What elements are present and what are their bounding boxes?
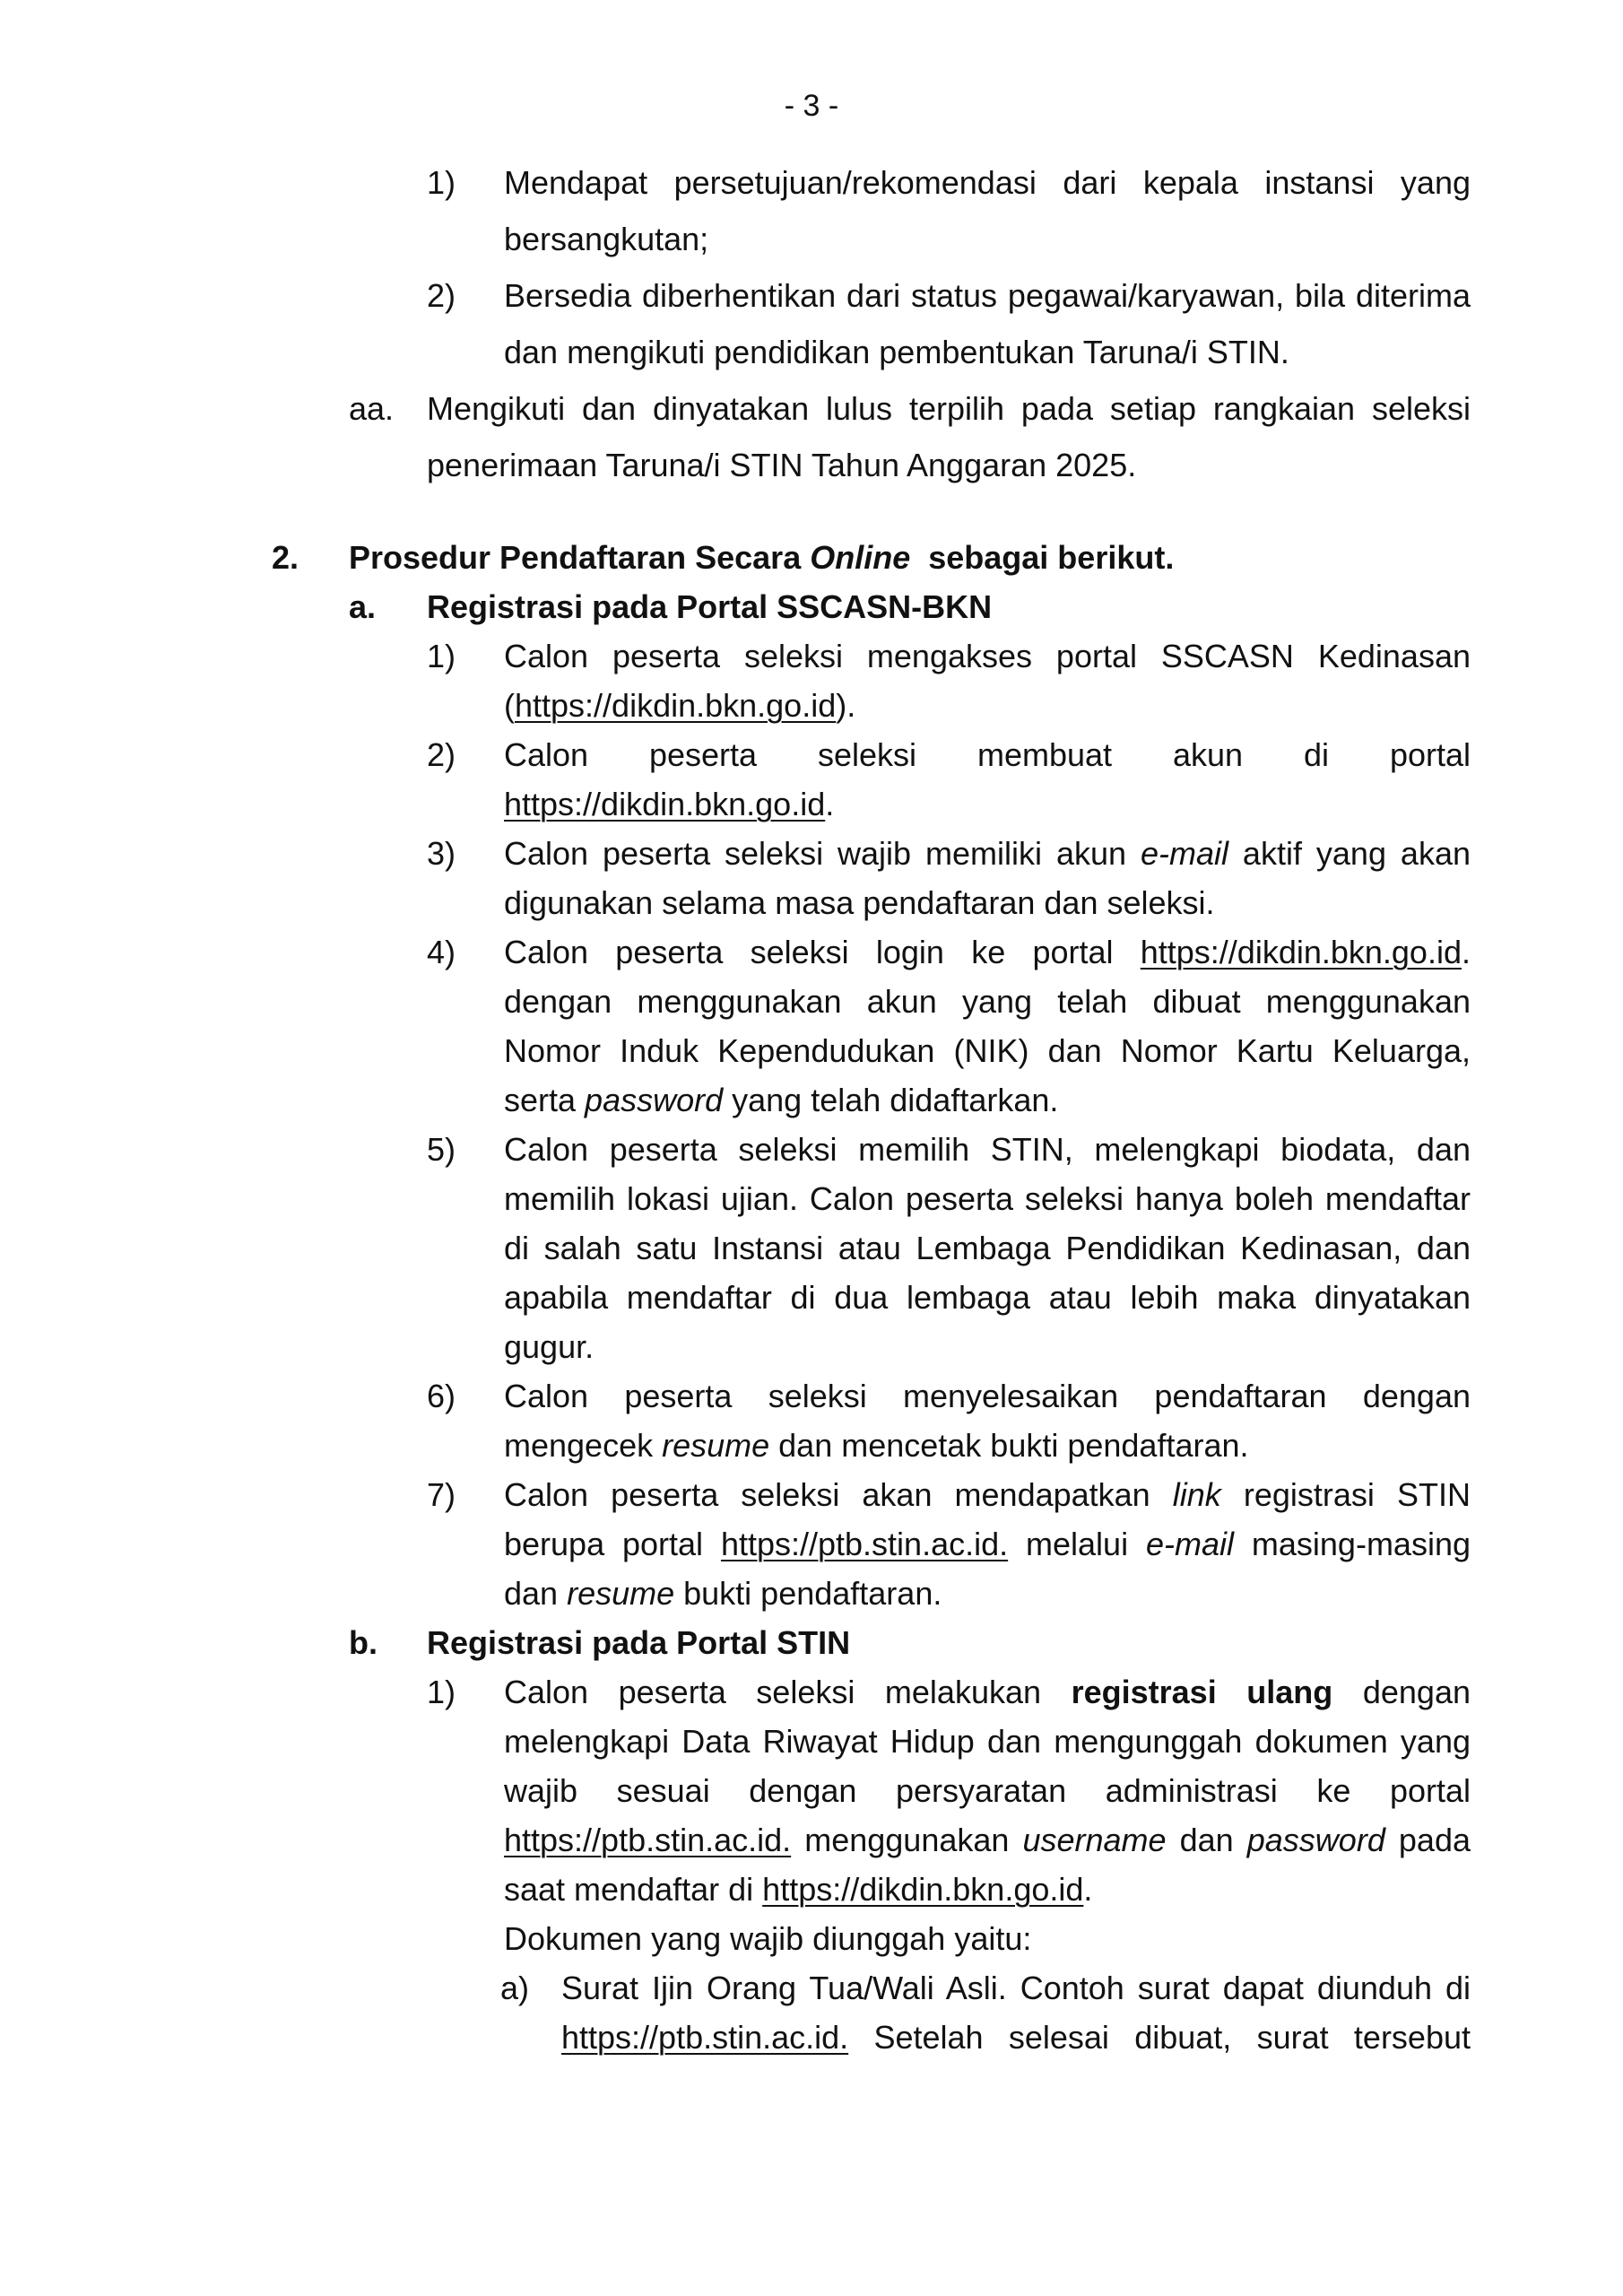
section-number: 2. [272, 539, 299, 576]
heading-italic-text: Online [810, 539, 911, 576]
list-item-continuation [0, 1421, 1623, 1470]
item-text: Calon peserta seleksi mengakses portal SSCASN Kedinasan [504, 638, 1471, 674]
list-item-continuation [0, 1717, 1623, 1766]
italic-text: password [585, 1082, 724, 1118]
item-text: bersangkutan; [504, 221, 709, 257]
text: saat mendaftar di [504, 1871, 763, 1908]
text: Calon peserta seleksi melakukan [504, 1674, 1072, 1710]
item-text: Nomor Induk Kependudukan (NIK) dan Nomor Kartu Keluarga, [504, 1032, 1471, 1069]
list-item [0, 1371, 1623, 1421]
item-number: 1) [427, 638, 456, 674]
text: dan [1166, 1822, 1247, 1858]
section-title [349, 533, 1174, 582]
text: ). [836, 687, 856, 724]
item-text: melengkapi Data Riwayat Hidup dan mengunggah dokumen yang [504, 1723, 1471, 1760]
list-item-continuation [0, 1026, 1623, 1075]
item-number: 6) [427, 1378, 456, 1414]
italic-text: resume [567, 1575, 675, 1612]
list-item [0, 380, 1623, 437]
list-item [0, 730, 1623, 779]
document-item [0, 1963, 1623, 2013]
item-text: Surat Ijin Orang Tua/Wali Asli. Contoh surat dapat diunduh di [561, 1970, 1471, 2006]
item-number: aa. [349, 390, 395, 427]
item-text [504, 1421, 1471, 1470]
ptb-stin-link[interactable]: https://ptb.stin.ac.id. [720, 1526, 1009, 1562]
text: menggunakan [791, 1822, 1023, 1858]
item-text: Mendapat persetujuan/rekomendasi dari kepala instansi yang [504, 164, 1471, 201]
list-item [0, 267, 1623, 324]
text: serta [504, 1082, 586, 1118]
item-text: Mengikuti dan dinyatakan lulus terpilih pada setiap rangkaian seleksi [427, 390, 1471, 427]
list-item-continuation [0, 1766, 1623, 1815]
text: pada [1384, 1822, 1471, 1858]
list-item [0, 1667, 1623, 1717]
document-item-continuation [0, 2013, 1623, 2062]
list-item-continuation [0, 437, 1623, 493]
text: berupa portal [504, 1526, 721, 1562]
text: ( [504, 687, 515, 724]
item-number: 5) [427, 1131, 456, 1168]
item-number: 3) [427, 835, 456, 872]
item-text: dengan menggunakan akun yang telah dibuat menggunakan [504, 983, 1471, 1020]
list-item-continuation [0, 1865, 1623, 1914]
item-text [504, 1569, 1471, 1618]
item-text [504, 927, 1471, 977]
ptb-stin-link[interactable]: https://ptb.stin.ac.id. [561, 2019, 849, 2056]
item-text [504, 1519, 1471, 1569]
list-item-continuation [0, 1273, 1623, 1322]
item-number: 4) [427, 934, 456, 970]
list-item-continuation [0, 1322, 1623, 1371]
item-number: 1) [427, 164, 456, 201]
italic-text: password [1246, 1822, 1385, 1858]
list-item [0, 829, 1623, 878]
subsection-heading-b [0, 1618, 1623, 1667]
item-text: Calon peserta seleksi memilih STIN, melengkapi biodata, dan [504, 1131, 1471, 1168]
item-text [504, 1075, 1471, 1125]
section-heading [0, 533, 1623, 582]
item-number: 1) [427, 1674, 456, 1710]
item-text: Bersedia diberhentikan dari status pegawai/karyawan, bila diterima [504, 277, 1471, 314]
dikdin-link[interactable]: https://dikdin.bkn.go.id [504, 786, 826, 822]
item-text [504, 1470, 1471, 1519]
text: Calon peserta seleksi login ke portal [504, 934, 1141, 970]
list-item-continuation [0, 878, 1623, 927]
italic-text: username [1022, 1822, 1167, 1858]
list-item-continuation [0, 1569, 1623, 1618]
item-text [504, 1865, 1471, 1914]
list-item-continuation [0, 1075, 1623, 1125]
italic-text: resume [662, 1427, 770, 1464]
text: . [1461, 934, 1471, 970]
list-item-continuation [0, 324, 1623, 380]
list-item-continuation [0, 1223, 1623, 1273]
subsection-title: Registrasi pada Portal SSCASN-BKN [427, 588, 993, 625]
list-item-continuation [0, 211, 1623, 267]
item-text [504, 779, 1471, 829]
item-text [504, 681, 1471, 730]
dikdin-link[interactable]: https://dikdin.bkn.go.id [1140, 934, 1462, 970]
item-text: wajib sesuai dengan persyaratan administrasi ke portal [504, 1772, 1471, 1809]
documents-intro [0, 1914, 1623, 1963]
text: melalui [1008, 1526, 1146, 1562]
item-text: gugur. [504, 1328, 595, 1365]
list-item-continuation [0, 1519, 1623, 1569]
item-text: digunakan selama masa pendaftaran dan seleksi. [504, 884, 1215, 921]
list-item [0, 1125, 1623, 1174]
italic-text: link [1172, 1476, 1221, 1513]
text: Setelah selesai dibuat, surat tersebut [848, 2019, 1471, 2056]
item-text [504, 829, 1471, 878]
text: bukti pendaftaran. [674, 1575, 942, 1612]
text: masing-masing [1234, 1526, 1471, 1562]
text: . [1083, 1871, 1093, 1908]
item-text [504, 1667, 1471, 1717]
item-text: Dokumen yang wajib diunggah yaitu: [504, 1920, 1032, 1957]
dikdin-link[interactable]: https://dikdin.bkn.go.id [762, 1871, 1084, 1908]
item-text: Calon peserta seleksi menyelesaikan pendaftaran dengan [504, 1378, 1471, 1414]
item-text: penerimaan Taruna/i STIN Tahun Anggaran 2025. [427, 447, 1137, 483]
list-item-continuation [0, 1174, 1623, 1223]
text: aktif yang akan [1228, 835, 1471, 872]
list-item-continuation [0, 977, 1623, 1026]
item-text [561, 2013, 1471, 2062]
subsection-number: a. [349, 588, 377, 625]
item-text: apabila mendaftar di dua lembaga atau lebih maka dinyatakan [504, 1279, 1471, 1316]
text: dan [504, 1575, 568, 1612]
italic-text: e-mail [1145, 1526, 1234, 1562]
section-2-online-registration [0, 533, 1623, 2062]
text: dengan [1332, 1674, 1471, 1710]
list-item-continuation [0, 681, 1623, 730]
text: registrasi STIN [1220, 1476, 1471, 1513]
text: dan mencetak bukti pendaftaran. [769, 1427, 1249, 1464]
item-text: memilih lokasi ujian. Calon peserta seleksi hanya boleh mendaftar [504, 1180, 1471, 1217]
subsection-title: Registrasi pada Portal STIN [427, 1624, 851, 1661]
subsection-heading-a [0, 582, 1623, 631]
item-text [504, 1815, 1471, 1865]
list-item [0, 154, 1623, 211]
heading-text: sebagai berikut. [910, 539, 1175, 576]
item-text: di salah satu Instansi atau Lembaga Pendidikan Kedinasan, dan [504, 1230, 1471, 1266]
heading-text: Prosedur Pendaftaran Secara [349, 539, 811, 576]
list-item-continuation [0, 1815, 1623, 1865]
italic-text: e-mail [1140, 835, 1228, 872]
text: Calon peserta seleksi akan mendapatkan [504, 1476, 1173, 1513]
text: . [825, 786, 835, 822]
item-text: Calon peserta seleksi membuat akun di portal [504, 736, 1471, 773]
bold-text: registrasi ulang [1071, 1674, 1333, 1710]
item-text: dan mengikuti pendidikan pembentukan Taruna/i STIN. [504, 334, 1289, 370]
continued-requirements [0, 154, 1623, 493]
list-item-continuation [0, 779, 1623, 829]
text: Calon peserta seleksi wajib memiliki akun [504, 835, 1141, 872]
list-item [0, 631, 1623, 681]
list-item [0, 927, 1623, 977]
list-item [0, 1470, 1623, 1519]
dikdin-link[interactable]: https://dikdin.bkn.go.id [515, 687, 837, 724]
text: mengecek [504, 1427, 663, 1464]
subsection-number: b. [349, 1624, 378, 1661]
page-number: - 3 - [784, 89, 839, 123]
ptb-stin-link[interactable]: https://ptb.stin.ac.id. [504, 1822, 792, 1858]
item-number: 7) [427, 1476, 456, 1513]
text: yang telah didaftarkan. [723, 1082, 1059, 1118]
item-number: 2) [427, 277, 456, 314]
item-number: 2) [427, 736, 456, 773]
item-letter: a) [500, 1970, 530, 2006]
